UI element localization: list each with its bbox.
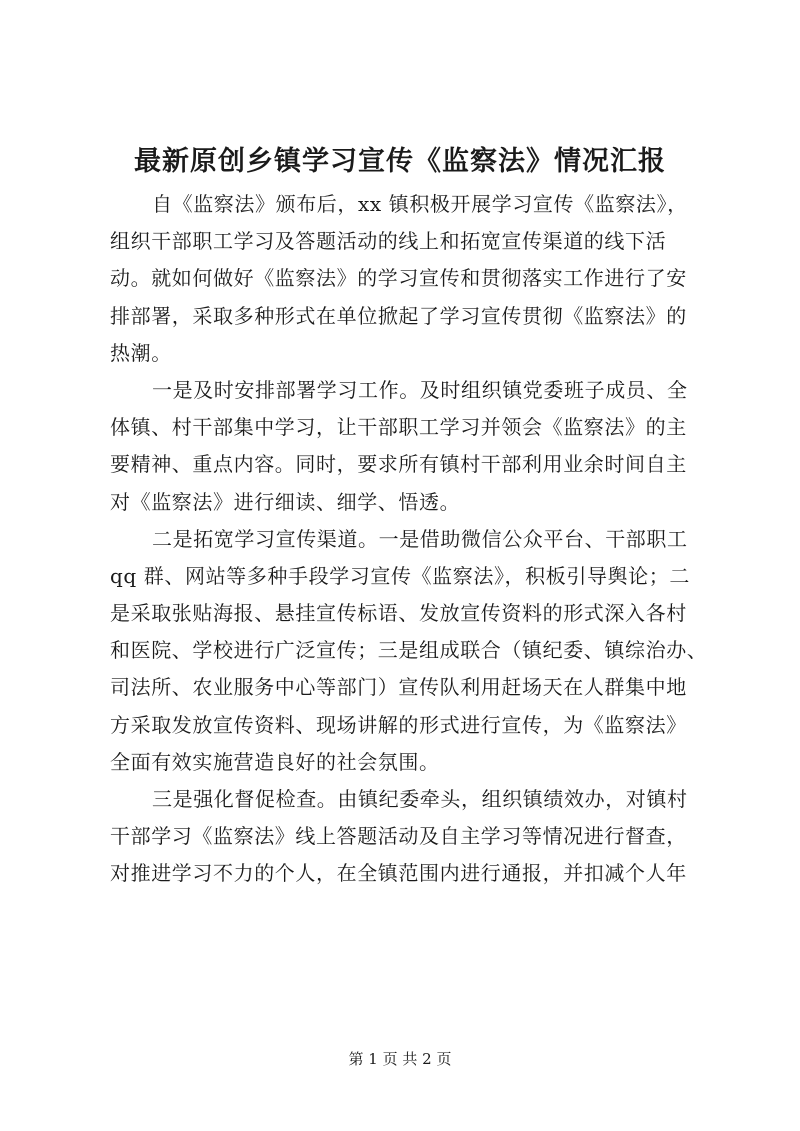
text-line: 对推进学习不力的个人，在全镇范围内进行通报，并扣减个人年 [110,861,687,886]
document-title: 最新原创乡镇学习宣传《监察法》情况汇报 [134,146,666,177]
document-body [110,186,708,893]
text-line: 动。就如何做好《监察法》的学习宣传和贯彻落实工作进行了安 [110,266,687,291]
paragraph [110,781,700,893]
paragraph [110,186,700,372]
paragraph [110,372,700,521]
text-line: 二是拓宽学习宣传渠道。一是借助微信公众平台、干部职工 [152,526,688,551]
page-footer: 第 1 页 共 2 页 [348,1050,452,1068]
text-line: qq 群、网站等多种手段学习宣传《监察法》，积板引导舆论；二 [110,563,690,588]
text-line: 体镇、村干部集中学习，让干部职工学习并领会《监察法》的主 [110,415,687,440]
text-line: 自《监察法》颁布后，xx 镇积极开展学习宣传《监察法》， [152,192,688,216]
text-line: 对《监察法》进行细读、细学、悟透。 [110,489,461,514]
text-line: 组织干部职工学习及答题活动的线上和拓宽宣传渠道的线下活 [110,229,667,254]
paragraph [110,521,708,781]
text-line: 干部学习《监察法》线上答题活动及自主学习等情况进行督查， [110,824,687,849]
text-line: 要精神、重点内容。同时，要求所有镇村干部利用业余时间自主 [110,452,687,477]
text-line: 方采取发放宣传资料、现场讲解的形式进行宣传，为《监察法》 [110,712,687,737]
text-line: 和医院、学校进行广泛宣传；三是组成联合（镇纪委、镇综治办、 [110,638,708,663]
text-line: 一是及时安排部署学习工作。及时组织镇党委班子成员、全 [152,377,688,402]
text-line: 排部署，采取多种形式在单位掀起了学习宣传贯彻《监察法》的 [110,303,687,328]
text-line: 三是强化督促检查。由镇纪委牵头，组织镇绩效办，对镇村 [152,787,688,811]
text-line: 全面有效实施营造良好的社会氛围。 [110,749,440,774]
text-line: 热潮。 [110,340,172,365]
text-line: 是采取张贴海报、悬挂宣传标语、发放宣传资料的形式深入各村 [110,601,687,626]
text-line: 司法所、农业服务中心等部门）宣传队利用赶场天在人群集中地 [110,675,687,700]
